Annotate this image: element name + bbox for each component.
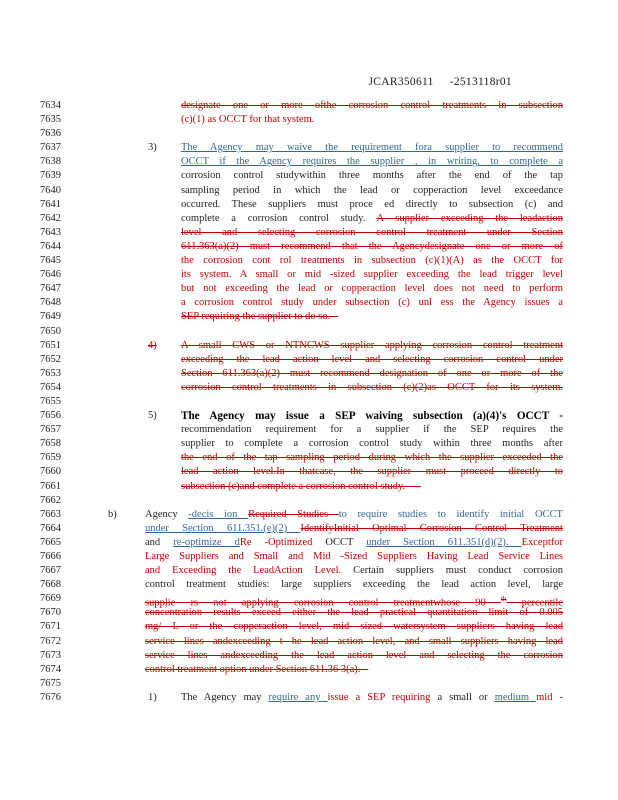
line-text xyxy=(145,564,563,578)
line-text xyxy=(181,254,563,268)
line-text xyxy=(145,536,563,550)
text-segment: -decis ion xyxy=(188,508,249,520)
text-segment: its system. A small or mid -sized supplier exceeding the lead trigger level xyxy=(181,269,563,281)
line-number: 7640 xyxy=(40,184,61,196)
line-text xyxy=(181,268,563,282)
document-line xyxy=(0,437,618,451)
line-number: 7662 xyxy=(40,494,61,506)
document-line xyxy=(0,409,618,423)
text-segment: corrosion control studywithin three months after the end of the tap xyxy=(181,170,563,182)
document-line xyxy=(0,240,618,254)
text-segment: corrosion control treatments in subsection (c)(2)as OCCT for its system. xyxy=(181,381,563,393)
line-text xyxy=(181,226,563,240)
list-marker: b) xyxy=(108,508,117,520)
text-segment xyxy=(405,481,421,492)
document-revision: -2513118r01 xyxy=(449,76,512,88)
text-segment: and xyxy=(145,536,174,548)
line-number: 7660 xyxy=(40,466,61,478)
line-text xyxy=(181,409,563,424)
line-number: 7655 xyxy=(40,395,61,407)
document-line xyxy=(0,127,618,141)
document-line xyxy=(0,184,618,198)
text-segment: but not exceeding the lead or copperaction level does not need to perform xyxy=(181,283,563,295)
document-line xyxy=(0,113,618,127)
document-line xyxy=(0,395,618,409)
text-segment: complete a corrosion control study. xyxy=(181,212,377,224)
document-line xyxy=(0,606,618,620)
text-segment: occurred. These suppliers must proce ed directly to subsection (c) and xyxy=(181,198,563,210)
line-number: 7641 xyxy=(40,198,61,210)
line-number: 7664 xyxy=(40,522,61,534)
line-text xyxy=(181,367,563,381)
line-text xyxy=(181,437,563,451)
text-segment: and Exceeding the LeadAction Level. xyxy=(145,565,354,577)
text-segment: level and selecting corrosion control treatment under Section xyxy=(181,226,563,238)
line-number: 7658 xyxy=(40,438,61,450)
document-line xyxy=(0,480,618,494)
document-line xyxy=(0,155,618,169)
text-segment: OCCT if the Agency requires the supplier , in writing, to complete a xyxy=(181,156,563,168)
document-line xyxy=(0,508,618,522)
text-segment: th xyxy=(500,595,507,604)
line-number: 7653 xyxy=(40,367,61,379)
text-segment: under Section 611.351.(e)(2) xyxy=(145,522,301,534)
text-segment: IdentifyInitial Optimal Corrosion Control Treatment xyxy=(300,522,563,534)
line-number: 7675 xyxy=(40,677,61,689)
text-segment: designate one or more ofthe corrosion control treatments in subsection xyxy=(181,100,563,111)
line-number: 7673 xyxy=(40,649,61,661)
line-text xyxy=(145,606,563,620)
text-segment: A small CWS or NTNCWS supplier applying corrosion control treatment xyxy=(181,339,563,351)
text-segment xyxy=(330,311,338,322)
document-line xyxy=(0,620,618,634)
text-segment: issue a SEP requiring xyxy=(327,691,438,703)
line-text xyxy=(145,508,563,522)
line-text xyxy=(181,169,563,183)
line-text xyxy=(181,691,563,705)
text-segment: under Section 611.351(d)(2). xyxy=(366,536,522,548)
line-number: 7638 xyxy=(40,156,61,168)
text-segment: Certain suppliers must conduct corrosion xyxy=(353,565,564,577)
document-line xyxy=(0,198,618,212)
line-number: 7634 xyxy=(40,100,61,111)
text-segment: concentration results exceed either the lead practical quantitation limit of 0.005 xyxy=(145,607,563,619)
text-segment: Agency xyxy=(145,508,189,520)
line-number: 7672 xyxy=(40,635,61,647)
line-text xyxy=(181,423,563,437)
line-number: 7639 xyxy=(40,170,61,182)
line-text xyxy=(145,663,563,677)
line-number: 7648 xyxy=(40,297,61,309)
line-text xyxy=(181,240,563,254)
text-segment: Required Studies xyxy=(248,508,339,520)
document-line xyxy=(0,325,618,339)
document-line xyxy=(0,663,618,677)
document-line xyxy=(0,550,618,564)
lines xyxy=(0,99,618,705)
line-text xyxy=(145,550,563,564)
text-segment: sampling period in which the lead or copperaction level exceedance xyxy=(181,184,563,196)
line-text xyxy=(181,451,563,465)
document-line xyxy=(0,578,618,592)
document-line xyxy=(0,522,618,536)
text-segment: Large Suppliers and Small and Mid -Sized Suppliers Having Lead Service Lines xyxy=(145,551,563,562)
text-segment: service lines andexceeding the lead action level and selecting the corrosion xyxy=(145,649,563,661)
document-line xyxy=(0,212,618,226)
line-text xyxy=(181,339,563,353)
line-number: 7666 xyxy=(40,551,61,562)
line-number: 7645 xyxy=(40,255,61,267)
text-segment: Section 611.363(a)(2) must recommend designation of one or more of the xyxy=(181,367,563,379)
text-segment: control treatment option under Section 611.36 3(a). xyxy=(145,663,361,675)
line-number: 7668 xyxy=(40,579,61,591)
list-marker: 4) xyxy=(148,339,157,351)
text-segment xyxy=(360,664,368,675)
document-line xyxy=(0,254,618,268)
line-number: 7651 xyxy=(40,339,61,351)
line-number: 7635 xyxy=(40,114,61,126)
text-segment: service lines andexceeding t he lead action level, and small suppliers having lead xyxy=(145,635,563,647)
line-text xyxy=(181,113,563,127)
line-number: 7643 xyxy=(40,226,61,238)
document-line xyxy=(0,494,618,508)
line-number: 7652 xyxy=(40,353,61,365)
text-segment: Exceptfor xyxy=(521,536,563,548)
line-number: 7663 xyxy=(40,508,61,520)
text-segment: mid - xyxy=(536,691,563,703)
line-number: 7646 xyxy=(40,269,61,281)
text-segment: exceeding the lead action level and selecting corrosion control under xyxy=(181,353,563,365)
line-text xyxy=(145,578,563,592)
document-line xyxy=(0,99,618,113)
document-line xyxy=(0,536,618,550)
line-number: 7644 xyxy=(40,240,61,252)
document-line xyxy=(0,367,618,381)
text-segment: the end of the tap sampling period during which the supplier exceeded the xyxy=(181,452,563,464)
document-line xyxy=(0,310,618,324)
page-header xyxy=(0,76,512,88)
text-segment: lead action level.In thatcase, the supplier must proceed directly to xyxy=(181,466,563,478)
text-segment: subsection (c)and complete a corrosion control study. xyxy=(181,480,406,492)
text-segment: to require studies to identify initial OCCT xyxy=(338,508,563,520)
document-line xyxy=(0,141,618,155)
document-line xyxy=(0,451,618,465)
document-line xyxy=(0,465,618,479)
line-text xyxy=(181,381,563,395)
text-segment: supplier to complete a corrosion control study within three months after xyxy=(181,438,563,450)
line-number: 7665 xyxy=(40,536,61,548)
text-segment: SEP requiring the supplier to do so. xyxy=(181,311,331,323)
list-marker: 1) xyxy=(148,691,157,703)
document-line xyxy=(0,635,618,649)
document-id: JCAR350611 xyxy=(368,76,434,88)
text-segment: re-optimize d xyxy=(173,536,240,548)
line-number: 7649 xyxy=(40,311,61,323)
text-segment: A supplier exceeding the leadaction xyxy=(376,212,563,224)
line-number: 7642 xyxy=(40,212,61,224)
line-number: 7654 xyxy=(40,381,61,393)
text-segment: a small or xyxy=(437,691,495,703)
document-line xyxy=(0,691,618,705)
text-segment: Re -Optimized xyxy=(239,536,326,548)
text-segment: supplie rs not applying corrosion control treatmentwhose 90 xyxy=(145,597,501,609)
line-text xyxy=(145,635,563,649)
document-line xyxy=(0,649,618,663)
document-line xyxy=(0,353,618,367)
line-number: 7647 xyxy=(40,283,61,295)
document-line xyxy=(0,296,618,310)
text-segment: percentile xyxy=(506,597,564,609)
line-number: 7656 xyxy=(40,410,61,422)
line-number: 7659 xyxy=(40,452,61,464)
line-text xyxy=(181,198,563,212)
text-segment: control treatment studies: large suppliers exceeding the lead action level, large xyxy=(145,579,563,591)
text-segment: OCCT xyxy=(325,536,367,548)
document-line xyxy=(0,282,618,296)
document-line xyxy=(0,169,618,183)
text-segment: medium xyxy=(494,691,537,703)
line-text xyxy=(145,620,563,634)
line-number: 7671 xyxy=(40,621,61,633)
line-text xyxy=(181,465,563,479)
text-segment: The Agency may waive the requirement fora supplier to recommend xyxy=(181,142,563,154)
document-line xyxy=(0,592,618,609)
line-text xyxy=(181,296,563,310)
line-number: 7670 xyxy=(40,607,61,619)
text-segment: require any xyxy=(268,691,328,703)
document-line xyxy=(0,381,618,395)
line-text xyxy=(145,649,563,663)
line-text xyxy=(145,522,563,536)
line-text xyxy=(181,184,563,198)
line-number: 7636 xyxy=(40,128,61,140)
document-line xyxy=(0,226,618,240)
line-number: 7637 xyxy=(40,142,61,154)
line-text xyxy=(181,141,563,155)
text-segment: The Agency may issue a SEP waiving subsection (a)(4)'s OCCT - xyxy=(181,410,563,423)
text-segment: 611.363(a)(2) must recommend that the Agencydesignate one or more of xyxy=(181,240,563,252)
line-text xyxy=(181,282,563,296)
list-marker: 5) xyxy=(148,410,157,422)
text-segment: a corrosion control study under subsection (c) unl ess the Agency issues a xyxy=(181,297,563,309)
line-number: 7657 xyxy=(40,424,61,436)
line-text xyxy=(181,310,563,324)
line-number: 7661 xyxy=(40,480,61,492)
document-line xyxy=(0,268,618,282)
line-text xyxy=(181,155,563,169)
line-text xyxy=(181,480,563,494)
document-line xyxy=(0,564,618,578)
line-number: 7676 xyxy=(40,691,61,703)
list-marker: 3) xyxy=(148,142,157,154)
document-line xyxy=(0,677,618,691)
text-segment: The Agency may xyxy=(181,691,269,703)
text-segment: the corrosion cont rol treatments in subsection (c)(1)(A) as the OCCT for xyxy=(181,255,563,267)
line-number: 7674 xyxy=(40,663,61,675)
text-segment: mg/ L or the copperaction level, mid sized watersystem suppliers having lead xyxy=(145,621,563,633)
document-line xyxy=(0,423,618,437)
document-line xyxy=(0,339,618,353)
line-text xyxy=(181,353,563,367)
line-text xyxy=(181,99,563,113)
line-number: 7650 xyxy=(40,325,61,337)
text-segment: recommendation requirement for a supplier if the SEP requires the xyxy=(181,424,563,436)
line-number: 7667 xyxy=(40,565,61,577)
line-number: 7669 xyxy=(40,593,61,605)
line-text xyxy=(181,212,563,226)
text-segment: (c)(1) as OCCT for that system. xyxy=(181,114,315,126)
